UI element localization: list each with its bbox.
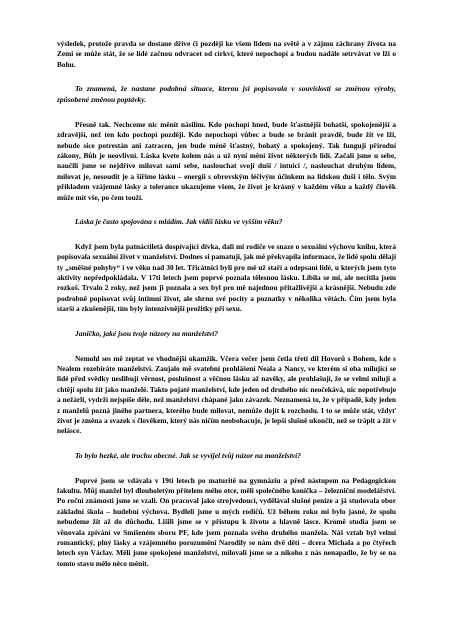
question-paragraph-4: To bylo hezké, ale trochu obecné. Jak se vyvíjel tvůj názor na manželství? [75,450,301,460]
question-paragraph-2: Láska je často spojována s mládím. Jak vidíš lásku ve vyšším věku? [75,217,283,227]
answer-paragraph-5: Poprvé jsem se vdávala v 19ti letech po maturitě na gymnáziu a před nástupem na Pedagogickou fakultu. Můj manžel byl dlouholetým přítelem mého otce, mělí společného koníčka – železniční modelářství. Po roční známosti jsme se vzali. On pracoval jako strojvedoucí, vydělával slušné peníze a já studovala obor základní škola – hudební výchova. Bydleli jsme u mých rodičů. Už během roku mi bylo jasné, že spolu nebudeme žít až do důchodu. Lišili jsme se v přístupu k životu a hlavně lásce. Kromě studia jsem se věnovala zpívání ve Smíšeném sboru PF, kde jsem poznala svého druhého manžela. Náš vztah byl velmi romantický, plný lásky a vzájemného porozumění Narodily se nám dvě dětí – dcera Michala a po čtyřech letech syn Václav. Měli jsme spokojené manželství, milovali jsme se a nikoho z nás nenapadlo, že by se na tomto stavu mělo něco měnit. [57,475,396,568]
question-paragraph-1: To znamená, že nastane podobná situace, kterou jsi popisovala v souvislosti se změnou výroby, způsobené změnou poptávky. [57,84,396,105]
question-paragraph-3: Janičko, jaké jsou tvoje názory na manželství? [75,328,219,338]
answer-paragraph-2: Přesně tak. Nechceme nic měnit násilím. Kdo pochopí hned, bude šťastnější bohatší, spokojenější a zdravější, než ten kdo pochopí později. Kdo nepochopí vůbec a bude se bránit pravdě, bude žít ve lži, nebude sice potrestán ani zatracen, jen bude méně šťastný, bohatý a spokojený. Tak fungují přírodní zákony, Bůh je neovlivní. Láska kvete kolem nás a už nyní mění život některých lidí. Začali jsme u sebe, naučili jsme se nejdříve milovat sami sebe, naslouchat svojí duši / intuici /, naslouchat druhým lidem, milovat je, nesoudit je a šířime lásku – energii s obrovským léčivým účinkem na lidskou duši i tělo. Svým příkladem vzájemné lásky a tolerance ukazujeme všem, že život je krásný v každém věku a každý člověk může mít vše, po čem touží. [57,119,396,202]
answer-paragraph-4: Nemohl ses mě zeptat ve vhodnější okamžik. Včera večer jsem četla třetí díl Hovorů s Bohem, kde s Nealem rozebíráte manželství. Zaujalo mě svatební prohlášení Neala a Nancy, ve kterém si oba milující se lidé před svědky neslibují věrnost, poslušnost a věčnou lásku až navěky, ale prohlašují, že se velmi milují a chtějí spolu žít jako manželé. Takto pojaté manželství, kde jeden od druhého nic neočekává, nic nepotřebuje a nežárli, vydrží nejspíše déle, než manželství chápané jako závazek. Neznamená to, že v případě, kdy jeden z manželů pozná jiného partnera, kterého bude milovat, nemůže dojít k rozchodu. I to se může stát, vždyť život je změna a svazek s člověkem, který nás ničím neobohacuje, je lepší slušně ukončit, než se trápit a žít v nelásce. [57,353,396,436]
answer-paragraph-1: výsledek, protože pravda se dostane dříve či později ke všem lidem na světě a v zájmu záchrany života na Zemi se může stát, že se lidé začnou odvracet od církví, které nepochopí a budou nadále setrvávat ve lži o Bohu. [57,39,396,69]
answer-paragraph-3: Když jsem byla patnáctiletá dospívající dívka, dali mi rodiče ve snaze o sexuální výchovu knihu, která popisovala sexuální život v manželství. Dodnes si pamatuji, jak mě překvapila informace, že lidé spolu dělají ty „směšné pohyby“ i ve věku nad 30 let. Třicátníci byli pro mě už staří a odepsaní lidé, u kterých jsem tyto aktivity nepředpokládala. V 17ti letech jsem poprvé poznala tělesnou lásku. Líbila se mi, ale necítila jsem rozkoš. Trvalo 2 roky, než jsem ji poznala a sex byl pro mě najednou přitažlivější a krásnější. Nebudu zde podrobně popisovat svůj intimní život, ale shrnu své pocity a poznatky v několika větách. Čím jsem byla starší a zkušenější, tím byly intenzivnější prožitky při sexu. [57,241,396,314]
